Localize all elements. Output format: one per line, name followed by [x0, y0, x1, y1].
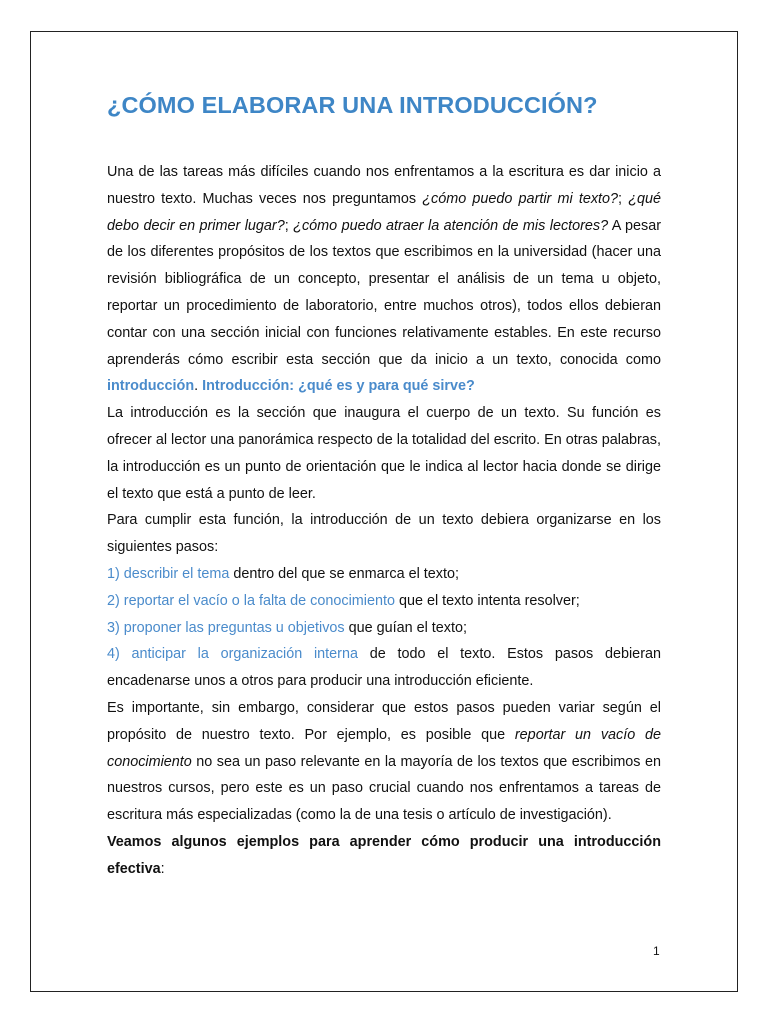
step-text-3: que guían el texto;: [344, 619, 468, 636]
definition-paragraph: La introducción es la sección que inaugura el cuerpo de un texto. Su función es ofrecer al lector una panorámica respecto de la totalidad del escrito. En otras palabras, la introducción es un punto de orientación que le indica al lector hacia donde se dirige el texto que está a punto de leer.: [107, 405, 661, 502]
intro-text-2: A pesar de los diferentes propósitos de los textos que escribimos en la universidad (hacer una revisión bibliográfica de un concepto, presentar el análisis de un tema u objeto, reportar un procedimiento de laboratorio, entre muchos otros), todos ellos debieran contar con una sección inicial con funciones relativamente estables. En este recurso aprenderás cómo escribir esta sección que da inicio a un texto, conocida como: [107, 217, 662, 368]
page-title: ¿CÓMO ELABORAR UNA INTRODUCCIÓN?: [107, 92, 598, 118]
question-1: ¿cómo puedo partir mi texto?: [422, 190, 619, 207]
document-body: [107, 159, 661, 883]
examples-colon: :: [160, 860, 165, 877]
step-item-1: [107, 561, 661, 588]
variation-text-1: Es importante, sin embargo, considerar que estos pasos pueden variar según el propósito de nuestro texto. Por ejemplo, es posible que: [107, 699, 661, 743]
step-link-2[interactable]: 2) reportar el vacío o la falta de conocimiento: [107, 592, 395, 609]
intro-paragraph: [107, 159, 661, 400]
section-heading-link[interactable]: Introducción: ¿qué es y para qué sirve?: [202, 378, 475, 395]
variation-paragraph: [107, 695, 661, 829]
variation-emphasis: reportar un vacío de conocimiento: [107, 726, 661, 770]
step-text-1: dentro del que se enmarca el texto;: [229, 565, 459, 582]
step-text-4: de todo el texto. Estos pasos debieran encadenarse unos a otros para producir una introducción eficiente.: [107, 646, 661, 690]
document-page: [30, 31, 738, 992]
question-3: ¿cómo puedo atraer la atención de mis lectores?: [293, 217, 609, 234]
step-item-4: [107, 641, 661, 695]
intro-text-1: Una de las tareas más difíciles cuando nos enfrentamos a la escritura es dar inicio a nuestro texto. Muchas veces nos preguntamos: [107, 164, 661, 207]
step-text-2: que el texto intenta resolver;: [394, 592, 580, 609]
separator-1: ;: [618, 190, 629, 207]
step-item-2: [107, 588, 661, 615]
step-link-4[interactable]: 4) anticipar la organización interna: [107, 646, 358, 663]
step-item-3: [107, 615, 661, 642]
examples-bold-text: Veamos algunos ejemplos para aprender cómo producir una introducción efectiva: [107, 833, 661, 877]
intro-text-3: .: [194, 378, 203, 395]
page-number: 1: [653, 944, 660, 958]
step-link-3[interactable]: 3) proponer las preguntas u objetivos: [107, 619, 345, 636]
steps-intro-paragraph: Para cumplir esta función, la introducción de un texto debiera organizarse en los siguientes pasos:: [107, 512, 661, 556]
examples-paragraph: [107, 829, 661, 883]
question-2: ¿qué debo decir en primer lugar?: [107, 190, 661, 234]
term-introduccion: introducción: [107, 378, 195, 395]
separator-2: ;: [284, 217, 294, 234]
variation-text-2: no sea un paso relevante en la mayoría de los textos que escribimos en nuestros cursos, pero este es un paso crucial cuando nos enfrentamos a tareas de escritura más especializadas (como la de una tesis o artículo de investigación).: [107, 753, 661, 824]
step-link-1[interactable]: 1) describir el tema: [107, 565, 230, 582]
